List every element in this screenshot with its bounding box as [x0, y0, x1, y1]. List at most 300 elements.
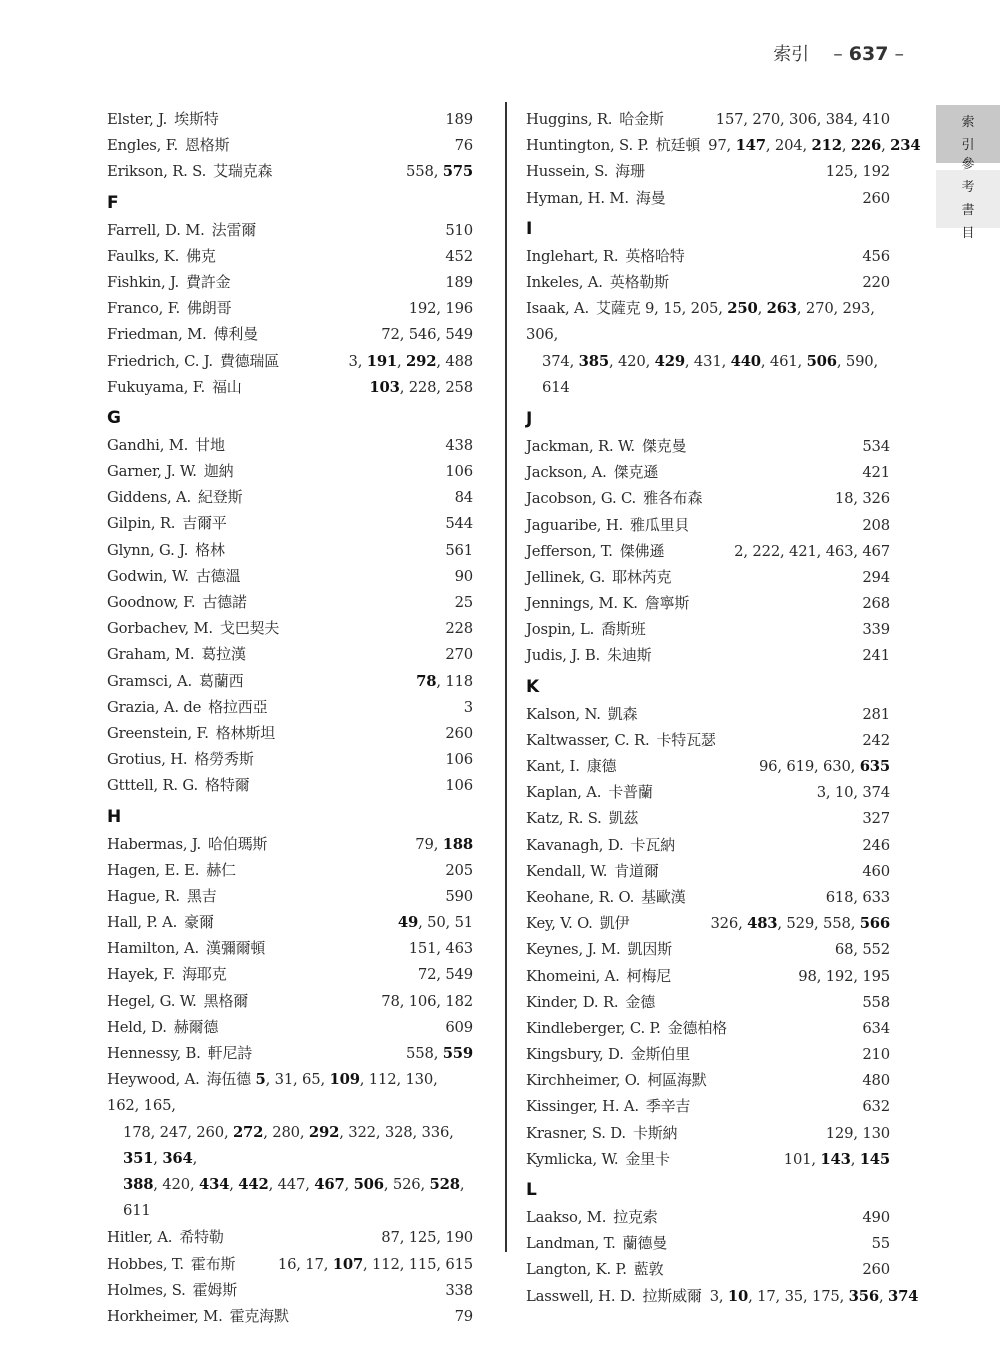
entry-name-chinese: 傑佛遜 [619, 541, 665, 560]
entry-pages: 609 [445, 1018, 473, 1036]
index-entry [107, 988, 473, 1014]
entry-name-chinese: 格特爾 [205, 776, 250, 795]
entry-pages: 3, 10, 374 [816, 784, 890, 802]
entry-pages: 220 [862, 273, 890, 291]
entry-name-chinese: 杭廷頓 [655, 136, 701, 155]
entry-pages: 558, 559 [406, 1045, 473, 1062]
running-title: 索引 [773, 44, 810, 65]
entry-name [526, 989, 655, 1016]
entry-name [526, 1067, 707, 1094]
entry-pages: 68, 552 [834, 941, 890, 959]
entry-name [107, 295, 231, 322]
tab-char: 書 [961, 203, 975, 218]
entry-name-chinese: 漢彌爾頓 [206, 939, 266, 958]
tab-char: 參 [961, 157, 975, 172]
tab-bibliography[interactable] [936, 157, 1000, 241]
index-entry [526, 858, 890, 884]
entry-name-chinese: 雅瓜里貝 [630, 515, 690, 534]
entry-name-chinese: 英格勒斯 [609, 272, 669, 291]
entry-name-latin: Hennessy, B. [107, 1045, 201, 1062]
index-entry [526, 910, 890, 936]
index-entry [107, 720, 473, 746]
entry-name [107, 269, 230, 296]
entry-name [526, 936, 672, 963]
index-entry [107, 772, 473, 798]
entry-pages: 339 [862, 621, 890, 639]
entry-name-latin: Krasner, S. D. [526, 1124, 626, 1142]
entry-pages: 268 [862, 595, 890, 613]
entry-pages: 558, 575 [406, 163, 473, 181]
entry-pages: 90 [454, 567, 473, 585]
entry-pages: 79, 188 [415, 835, 473, 853]
index-entry [107, 217, 473, 243]
entry-name-latin: Lasswell, H. D. [526, 1287, 636, 1305]
entry-name-chinese: 凱茲 [608, 809, 639, 828]
entry-pages: 129, 130 [825, 1124, 890, 1142]
entry-name [526, 538, 664, 565]
entry-name [526, 1041, 690, 1068]
entry-pages: 98, 192, 195 [798, 967, 890, 985]
entry-pages: 281 [862, 705, 890, 723]
entry-name-latin: Kaplan, A. [526, 784, 602, 802]
index-entry [526, 590, 890, 616]
entry-name [107, 217, 256, 244]
entry-name [526, 858, 659, 885]
entry-name [107, 857, 236, 884]
entry-pages-continued: 388, 420, 434, 442, 447, 467, 506, 526, 528, 611 [123, 1176, 465, 1220]
entry-name-latin: Graham, M. [107, 646, 195, 664]
entry-name-chinese: 金德柏格 [667, 1018, 727, 1037]
index-entry [107, 1251, 473, 1277]
entry-name [526, 727, 716, 754]
entry-name [107, 935, 265, 962]
entry-name [107, 1071, 251, 1088]
entry-pages: 192, 196 [408, 300, 473, 318]
entry-name-latin: Huntington, S. P. [526, 137, 649, 155]
entry-name-latin: Kingsbury, D. [526, 1046, 624, 1064]
entry-pages: 327 [862, 810, 890, 828]
entry-name-latin: Kindleberger, C. P. [526, 1019, 661, 1037]
tab-char: 目 [961, 226, 975, 241]
index-entry [526, 989, 890, 1015]
entry-name [107, 432, 225, 459]
index-entry [107, 1014, 473, 1040]
entry-name-chinese: 甘地 [195, 435, 225, 454]
index-entry [526, 564, 890, 590]
entry-name [107, 1277, 237, 1304]
index-entry [526, 779, 890, 805]
entry-name-latin: Franco, F. [107, 300, 180, 318]
index-entry [526, 1230, 890, 1256]
entry-name-chinese: 金里卡 [625, 1149, 670, 1168]
entry-pages: 87, 125, 190 [381, 1229, 473, 1247]
entry-name-latin: Erikson, R. S. [107, 163, 207, 181]
entry-pages: 632 [862, 1098, 890, 1116]
index-entry [526, 185, 890, 211]
entry-name-chinese: 格林斯坦 [215, 723, 275, 742]
entry-name-chinese: 海曼 [635, 188, 666, 207]
entry-name-chinese: 佛克 [186, 246, 216, 265]
entry-name-chinese: 佛朗哥 [186, 299, 232, 318]
entry-name-latin: Kissinger, H. A. [526, 1098, 639, 1116]
entry-name-chinese: 霍布斯 [190, 1254, 236, 1273]
entry-name [107, 909, 214, 936]
entry-name [107, 641, 246, 668]
entry-name-chinese: 藍敦 [633, 1260, 664, 1279]
entry-name-chinese: 拉克索 [613, 1208, 658, 1226]
index-column-right [526, 106, 921, 1309]
entry-pages: 25 [454, 594, 473, 611]
entry-name [107, 961, 227, 988]
index-entry [107, 106, 473, 132]
entry-name-latin: Jefferson, T. [526, 542, 613, 560]
entry-name [526, 642, 651, 669]
entry-name-latin: Hayek, F. [107, 966, 176, 984]
entry-pages: 534 [862, 437, 890, 455]
entry-name-latin: Khomeini, A. [526, 967, 620, 985]
entry-name-chinese: 戈巴契夫 [219, 619, 280, 638]
index-entry [107, 458, 473, 484]
entry-pages: 72, 549 [417, 966, 473, 984]
entry-name-latin: Isaak, A. [526, 300, 590, 318]
entry-name-chinese: 基歐漢 [641, 887, 686, 906]
index-entry [107, 374, 473, 400]
entry-name-chinese: 金德 [625, 992, 655, 1011]
index-entry [107, 484, 473, 510]
entry-name-chinese: 耶林芮克 [612, 567, 672, 586]
entry-name [526, 459, 658, 486]
tab-char: 引 [961, 138, 975, 153]
header-dash-right: – [894, 43, 904, 65]
entry-pages: 16, 17, 107, 112, 115, 615 [277, 1255, 473, 1273]
entry-name-latin: Hyman, H. M. [526, 189, 629, 207]
entry-name-chinese: 霍克海默 [229, 1306, 289, 1325]
index-entry [526, 485, 890, 511]
index-entry [107, 563, 473, 589]
index-entry [526, 616, 890, 642]
entry-name [526, 1120, 677, 1147]
entry-name [526, 1283, 702, 1310]
entry-name-chinese: 喬斯班 [601, 620, 646, 639]
entry-name-chinese: 朱迪斯 [607, 646, 652, 665]
entry-name-chinese: 雅各布森 [643, 489, 703, 508]
entry-name [526, 185, 665, 212]
entry-pages: 634 [862, 1019, 890, 1037]
index-entry [526, 963, 890, 989]
index-entry [526, 158, 890, 184]
entry-name-latin: Inkeles, A. [526, 273, 603, 291]
entry-name [107, 1014, 218, 1041]
entry-name-latin: Keohane, R. O. [526, 888, 635, 906]
entry-name-latin: Hitler, A. [107, 1229, 173, 1247]
index-entry [107, 432, 473, 458]
index-entry [526, 433, 890, 459]
entry-name-chinese: 金斯伯里 [630, 1045, 690, 1064]
index-entry [526, 727, 890, 753]
entry-pages: 452 [445, 247, 473, 265]
entry-name-latin: Friedman, M. [107, 326, 207, 344]
entry-name-latin: Jackson, A. [526, 464, 607, 482]
entry-name [526, 512, 689, 539]
entry-name [526, 616, 646, 643]
entry-name [107, 615, 279, 642]
entry-name-chinese: 海伍德 [206, 1070, 251, 1089]
index-letter-heading: I [526, 218, 533, 239]
entry-name-latin: Held, D. [107, 1018, 167, 1036]
index-entry [526, 1120, 890, 1146]
entry-name-latin: Faulks, K. [107, 247, 180, 265]
entry-name-latin: Horkheimer, M. [107, 1307, 223, 1325]
index-letter-heading: L [526, 1180, 537, 1200]
entry-name [526, 158, 645, 185]
entry-name [107, 243, 216, 270]
entry-name-chinese: 艾瑞克森 [213, 162, 273, 181]
index-letter-heading: F [107, 192, 119, 213]
entry-pages: 18, 326 [834, 490, 890, 508]
entry-pages: 9, 15, 205, 250, 263, 270, 293, 306, [526, 300, 875, 344]
entry-pages: 294 [862, 568, 890, 586]
entry-name-latin: Hall, P. A. [107, 914, 178, 932]
page-number: 637 [848, 43, 889, 65]
column-divider [505, 102, 507, 1252]
index-entry [107, 158, 473, 184]
index-entry [107, 589, 473, 615]
entry-name [107, 537, 225, 564]
entry-pages: 210 [862, 1046, 890, 1064]
entry-name-chinese: 迦納 [203, 462, 234, 481]
entry-name-latin: Keynes, J. M. [526, 941, 621, 959]
entry-name-latin: Greenstein, F. [107, 724, 209, 742]
entry-name-latin: Judis, J. B. [526, 647, 601, 665]
entry-name [526, 1093, 690, 1120]
entry-name [526, 243, 685, 270]
entry-name [526, 779, 653, 806]
entry-name [526, 805, 638, 832]
entry-name-latin: Gandhi, M. [107, 436, 189, 454]
entry-pages-continued: 178, 247, 260, 272, 280, 292, 322, 328, 336, 351, 364, [123, 1123, 454, 1167]
entry-pages: 151, 463 [408, 940, 473, 958]
entry-name [526, 963, 671, 990]
index-entry [526, 1256, 890, 1282]
entry-name [107, 348, 279, 375]
index-entry [107, 537, 473, 563]
index-entry [526, 295, 890, 401]
entry-pages: 189 [445, 273, 473, 291]
index-entry [107, 321, 473, 347]
entry-pages: 5, 31, 65, 109, 112, 130, 162, 165, [107, 1071, 438, 1115]
entry-name [107, 563, 240, 590]
entry-name-chinese: 吉爾平 [182, 514, 227, 533]
index-entry [107, 909, 473, 935]
entry-name-chinese: 海珊 [615, 162, 645, 181]
index-entry [107, 694, 473, 720]
entry-name [107, 1040, 252, 1067]
entry-pages: 55 [871, 1235, 890, 1253]
index-letter-heading: K [526, 676, 540, 697]
entry-name-chinese: 希特勒 [179, 1228, 224, 1247]
index-entry [526, 701, 890, 727]
entry-name-chinese: 艾薩克 [596, 299, 641, 318]
entry-name-chinese: 拉斯威爾 [642, 1286, 702, 1305]
entry-name-chinese: 費許金 [186, 272, 231, 291]
entry-pages-continued: 374, 385, 420, 429, 431, 440, 461, 506, 590, 614 [542, 352, 879, 396]
entry-name-chinese: 法雷爾 [211, 220, 257, 239]
entry-pages: 421 [862, 464, 890, 482]
entry-pages: 510 [445, 221, 473, 239]
entry-name-latin: Kirchheimer, O. [526, 1072, 641, 1090]
entry-name [526, 1146, 670, 1173]
entry-name-chinese: 肯道爾 [614, 861, 659, 880]
entry-pages: 96, 619, 630, 635 [758, 758, 890, 775]
entry-pages: 78, 118 [416, 672, 473, 690]
header-dash-left: – [833, 43, 843, 65]
entry-name-latin: Elster, J. [107, 111, 168, 128]
entry-pages: 480 [862, 1072, 890, 1090]
entry-name [526, 132, 700, 159]
index-entry [526, 106, 890, 132]
entry-name-chinese: 古德諾 [202, 593, 247, 611]
entry-name [107, 720, 275, 747]
entry-name-latin: Hussein, S. [526, 163, 609, 181]
index-entry [107, 1277, 473, 1303]
entry-name-latin: Hegel, G. W. [107, 992, 197, 1010]
index-entry [526, 1015, 890, 1041]
entry-name [526, 485, 702, 512]
index-entry [526, 269, 890, 295]
entry-pages: 246 [862, 836, 890, 854]
entry-name [107, 484, 242, 511]
entry-pages: 561 [445, 541, 473, 559]
index-entry [526, 884, 890, 910]
tab-char: 索 [961, 115, 975, 130]
index-entry [526, 1093, 890, 1119]
entry-name-chinese: 費德瑞區 [219, 351, 280, 370]
entry-name-chinese: 格林 [195, 540, 225, 559]
entry-name [107, 1251, 235, 1278]
entry-name-chinese: 軒尼詩 [207, 1044, 253, 1062]
index-entry [526, 642, 890, 668]
entry-name-latin: Inglehart, R. [526, 247, 619, 265]
entry-name-chinese: 黑格爾 [203, 991, 249, 1010]
entry-pages: 101, 143, 145 [783, 1150, 890, 1168]
entry-name-latin: Fishkin, J. [107, 273, 180, 291]
index-entry [107, 961, 473, 987]
entry-name-latin: Langton, K. P. [526, 1261, 627, 1279]
index-letter-heading: H [107, 806, 122, 827]
entry-pages: 228 [445, 620, 473, 638]
entry-name-latin: Goodnow, F. [107, 594, 196, 611]
entry-pages: 78, 106, 182 [381, 992, 473, 1010]
index-entry [526, 832, 890, 858]
entry-name [526, 433, 686, 460]
entry-name [107, 988, 248, 1015]
entry-name [526, 590, 689, 617]
entry-name [526, 269, 669, 296]
entry-pages: 618, 633 [825, 888, 890, 906]
entry-pages: 84 [454, 489, 473, 507]
entry-pages: 590 [445, 887, 473, 905]
index-column-left [107, 106, 473, 1329]
entry-name [107, 106, 219, 133]
index-letter-heading: J [526, 408, 533, 429]
entry-pages: 490 [862, 1209, 890, 1226]
index-entry [107, 510, 473, 536]
entry-pages: 49, 50, 51 [397, 914, 473, 932]
entry-name-chinese: 格拉西亞 [208, 697, 268, 716]
entry-name [107, 158, 272, 185]
entry-pages: 241 [862, 647, 890, 665]
entry-name [107, 1224, 224, 1251]
entry-name-chinese: 格勞秀斯 [194, 750, 254, 769]
index-entry [107, 668, 473, 694]
entry-name [107, 510, 227, 537]
index-entry [526, 132, 921, 158]
entry-name-latin: Kalson, N. [526, 705, 601, 723]
index-entry [107, 1066, 473, 1224]
entry-name-chinese: 赫仁 [206, 860, 236, 879]
entry-name-chinese: 康德 [586, 757, 617, 775]
entry-name-latin: Kant, I. [526, 758, 580, 775]
entry-name-chinese: 埃斯特 [174, 110, 219, 128]
index-entry [526, 512, 890, 538]
entry-name-latin: Jennings, M. K. [526, 595, 638, 613]
entry-name [107, 746, 254, 773]
index-entry [107, 746, 473, 772]
entry-pages: 558 [862, 993, 890, 1011]
entry-pages: 460 [862, 862, 890, 880]
entry-name [526, 1204, 658, 1231]
entry-pages: 2, 222, 421, 463, 467 [734, 542, 890, 560]
entry-name-chinese: 哈金斯 [619, 110, 664, 128]
index-entry [107, 1303, 473, 1329]
index-entry [107, 641, 473, 667]
entry-name-latin: Engles, F. [107, 137, 178, 155]
index-letter-heading: G [107, 407, 121, 428]
entry-name-chinese: 傑克曼 [641, 436, 687, 455]
entry-name [107, 668, 243, 695]
entry-name-latin: Hobbes, T. [107, 1255, 184, 1273]
entry-name-latin: Friedrich, C. J. [107, 352, 213, 370]
index-entry [107, 132, 473, 158]
entry-name [107, 458, 233, 485]
index-entry [526, 538, 890, 564]
index-entry [107, 935, 473, 961]
page-header [773, 40, 904, 70]
entry-name-latin: Kymlicka, W. [526, 1150, 619, 1168]
entry-name-latin: Glynn, G. J. [107, 541, 189, 559]
entry-name-latin: Landman, T. [526, 1235, 616, 1253]
entry-name-latin: Gorbachev, M. [107, 620, 213, 638]
entry-name-chinese: 福山 [212, 377, 242, 396]
entry-name-chinese: 哈伯瑪斯 [207, 834, 268, 853]
index-entry [107, 348, 473, 374]
entry-name [107, 321, 258, 348]
entry-name-latin: Gtttell, R. G. [107, 777, 199, 795]
entry-name-latin: Hamilton, A. [107, 940, 200, 958]
entry-pages: 338 [445, 1281, 473, 1299]
entry-name [107, 831, 267, 858]
entry-name [107, 132, 229, 159]
entry-name-latin: Garner, J. W. [107, 463, 197, 481]
entry-name [107, 883, 217, 910]
entry-pages: 72, 546, 549 [381, 326, 473, 344]
entry-name-chinese: 豪爾 [184, 913, 214, 932]
entry-name-latin: Giddens, A. [107, 489, 191, 507]
entry-name [107, 694, 267, 721]
index-entry [526, 459, 890, 485]
entry-name-chinese: 卡瓦納 [630, 835, 675, 854]
entry-name-latin: Laakso, M. [526, 1209, 607, 1226]
